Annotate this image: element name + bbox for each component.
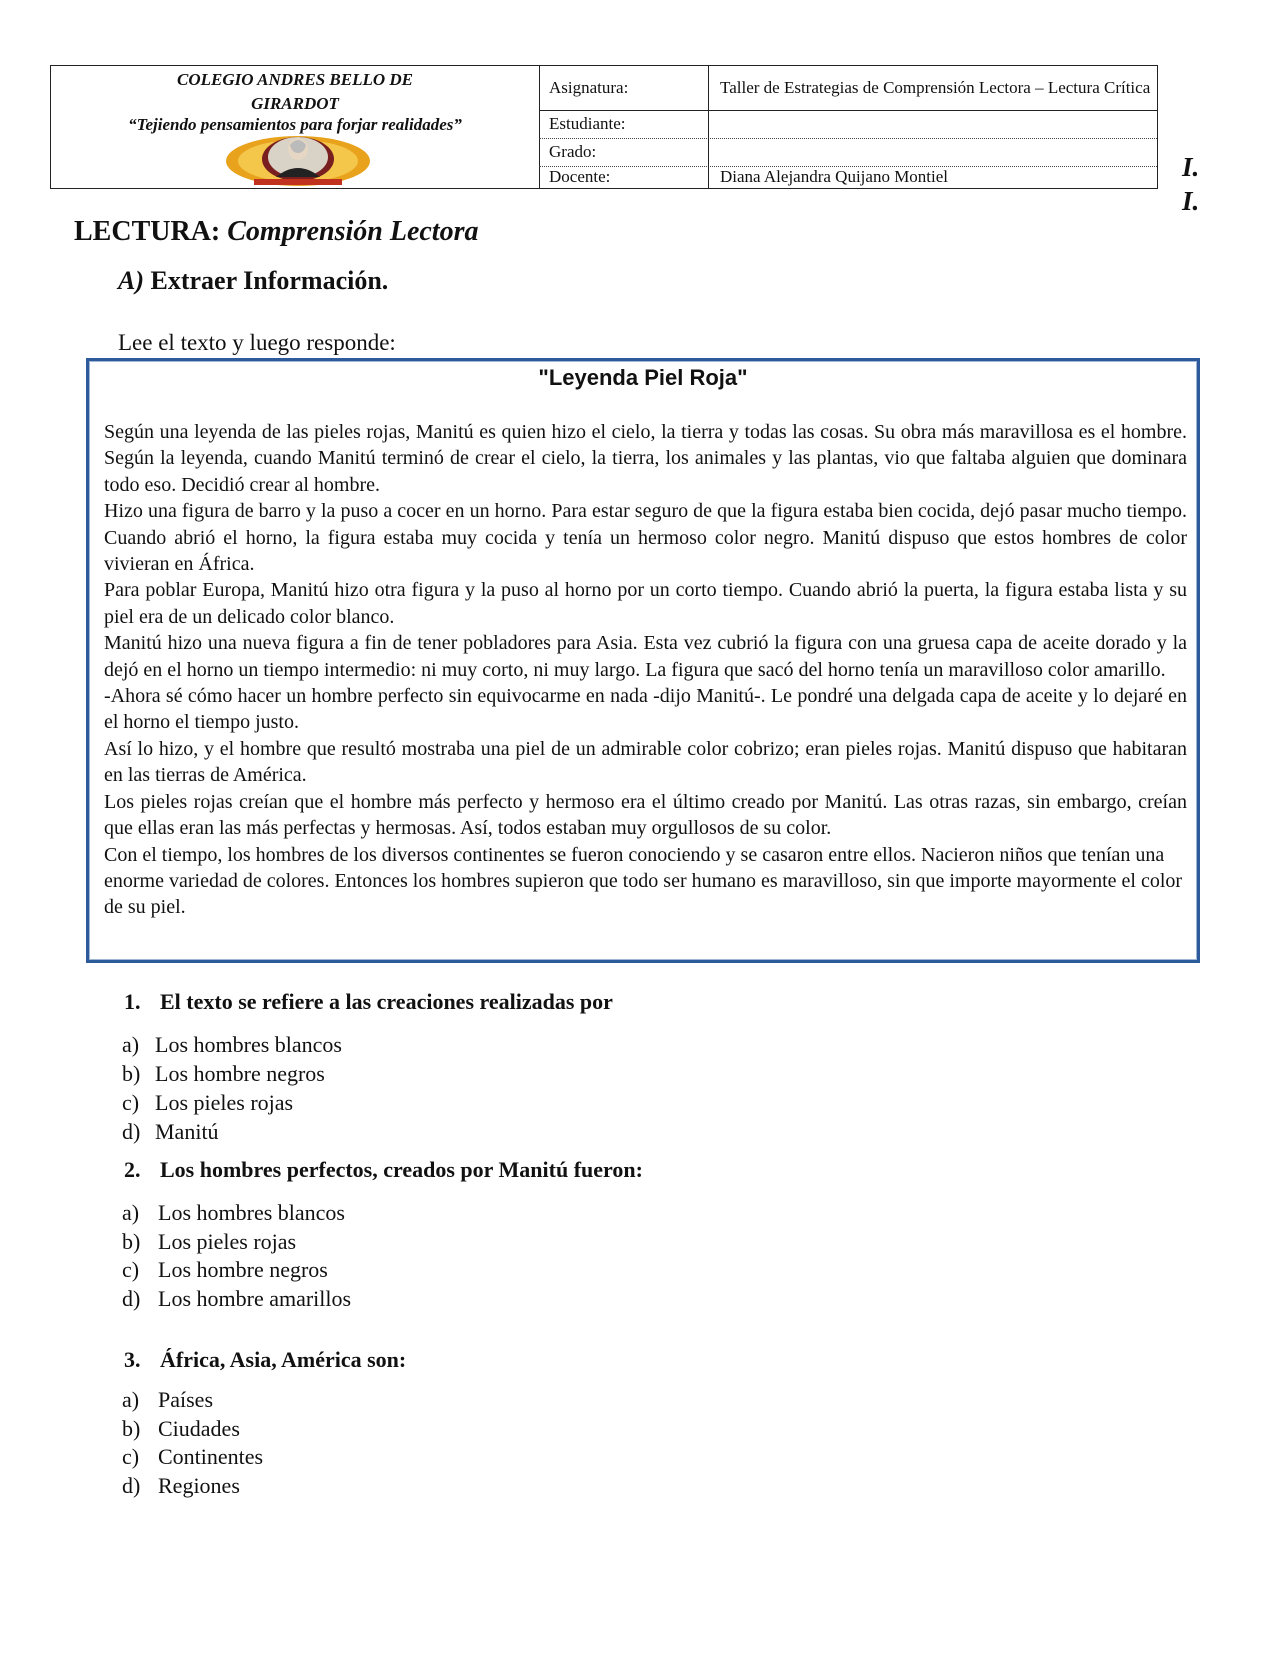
option-letter: d)	[122, 1119, 141, 1144]
reading-paragraph: Manitú hizo una nueva figura a fin de tener pobladores para Asia. Esta vez cubrió la figura con una gruesa capa de aceite dorado y la dejó en el horno un tiempo intermedio: ni muy corto, ni muy largo. La figura que sacó del horno tenía un maravilloso color amarillo.	[104, 632, 1187, 681]
reading-box	[86, 358, 1200, 963]
roman-numeral-1: I.	[1182, 152, 1200, 182]
option-b[interactable]	[122, 1059, 342, 1088]
option-letter: a)	[122, 1200, 140, 1225]
title-italic: Comprensión Lectora	[227, 216, 479, 247]
question-text: Los hombres perfectos, creados por Manitú fueron:	[160, 1157, 643, 1182]
question-1-options	[122, 1030, 342, 1146]
option-c[interactable]	[122, 1256, 351, 1285]
subtitle-text: Extraer Información.	[150, 266, 389, 295]
page-title	[74, 216, 478, 248]
school-name-line2: GIRARDOT	[251, 94, 339, 113]
value-docente: Diana Alejandra Quijano Montiel	[720, 167, 949, 186]
question-3	[124, 1347, 406, 1373]
reading-paragraph: Según una leyenda de las pieles rojas, Manitú es quien hizo el cielo, la tierra y todas las cosas. Su obra más maravillosa es el hombre. Según la leyenda, cuando Manitú terminó de crear el cielo, la tierra, los animales y las plantas, vio que faltaba alguien que dominara todo eso. Decidió crear al hombre.	[104, 421, 1187, 496]
label-asignatura: Asignatura:	[539, 66, 709, 110]
question-text: África, Asia, América son:	[160, 1347, 407, 1372]
question-text: El texto se refiere a las creaciones realizadas por	[160, 989, 613, 1014]
option-letter: d)	[122, 1472, 141, 1498]
option-d[interactable]	[122, 1117, 342, 1146]
option-c[interactable]	[122, 1443, 263, 1472]
reading-paragraph: -Ahora sé cómo hacer un hombre perfecto sin equivocarme en nada -dijo Manitú-. Le pondré una delgada capa de aceite y lo dejaré en el horno el tiempo justo.	[104, 685, 1187, 734]
option-letter: b)	[122, 1228, 141, 1254]
option-a[interactable]	[122, 1386, 263, 1415]
label-estudiante: Estudiante:	[539, 110, 709, 138]
option-text: Manitú	[155, 1119, 219, 1144]
option-text: Ciudades	[158, 1415, 240, 1441]
question-number: 3.	[124, 1347, 141, 1372]
question-1	[124, 989, 613, 1015]
option-b[interactable]	[122, 1228, 351, 1257]
school-name-line1: COLEGIO ANDRES BELLO DE	[177, 70, 413, 89]
reading-paragraph: Con el tiempo, los hombres de los diversos continentes se fueron conociendo y se casaron entre ellos. Nacieron niños que tenían una enorme variedad de colores. Entonces los hombres supieron que todo ser humano es maravilloso, sin que importe mayormente el color de su piel.	[104, 843, 1183, 919]
option-c[interactable]	[122, 1088, 342, 1117]
option-d[interactable]	[122, 1285, 351, 1314]
school-motto: “Tejiendo pensamientos para forjar realidades”	[128, 115, 462, 134]
option-text: Continentes	[158, 1444, 264, 1469]
option-a[interactable]	[122, 1199, 351, 1228]
question-number: 1.	[124, 989, 141, 1014]
reading-title: "Leyenda Piel Roja"	[538, 365, 748, 390]
value-asignatura: Taller de Estrategias de Comprensión Lectora – Lectura Crítica	[720, 78, 1151, 97]
row-docente	[539, 166, 1157, 188]
option-text: Los hombre negros	[158, 1257, 328, 1282]
question-number: 2.	[124, 1157, 141, 1182]
value-grado[interactable]	[709, 138, 1157, 166]
option-letter: a)	[122, 1387, 140, 1412]
option-text: Regiones	[158, 1472, 240, 1498]
option-text: Los hombres blancos	[155, 1032, 342, 1057]
option-text: Países	[158, 1387, 213, 1412]
question-3-options	[122, 1386, 263, 1500]
label-grado: Grado:	[539, 138, 709, 166]
label-docente: Docente:	[539, 166, 709, 188]
instruction-text: Lee el texto y luego responde:	[118, 330, 396, 355]
option-letter: c)	[122, 1090, 140, 1115]
reading-paragraph: Para poblar Europa, Manitú hizo otra figura y la puso al horno por un corto tiempo. Cuando abrió la puerta, la figura estaba lista y su piel era de un delicado color blanco.	[104, 579, 1187, 628]
reading-paragraph: Hizo una figura de barro y la puso a cocer en un horno. Para estar seguro de que la figura estaba bien cocida, dejó pasar mucho tiempo. Cuando abrió el horno, la figura estaba muy cocida y tenía un hermoso color negro. Manitú dispuso que estos hombres de color vivieran en África.	[104, 500, 1187, 576]
option-text: Los hombre negros	[155, 1061, 325, 1086]
option-letter: a)	[122, 1032, 140, 1057]
option-a[interactable]	[122, 1030, 342, 1059]
option-letter: c)	[122, 1444, 140, 1469]
section-subtitle	[118, 266, 388, 296]
option-text: Los pieles rojas	[158, 1228, 297, 1254]
question-2-options	[122, 1199, 351, 1313]
school-logo-icon	[224, 131, 372, 187]
value-estudiante[interactable]	[709, 110, 1157, 138]
subtitle-prefix: A)	[118, 266, 144, 295]
info-cells	[539, 66, 1157, 188]
option-letter: c)	[122, 1257, 140, 1282]
reading-paragraph: Así lo hizo, y el hombre que resultó mostraba una piel de un admirable color cobrizo; eran pieles rojas. Manitú dispuso que habitaran en las tierras de América.	[104, 737, 1187, 787]
title-prefix: LECTURA:	[74, 216, 221, 247]
question-2	[124, 1157, 643, 1183]
option-letter: b)	[122, 1061, 141, 1086]
option-text: Los hombre amarillos	[158, 1285, 352, 1311]
option-d[interactable]	[122, 1472, 263, 1501]
option-text: Los hombres blancos	[158, 1200, 345, 1225]
row-estudiante	[539, 110, 1157, 139]
row-asignatura	[539, 66, 1157, 111]
option-letter: b)	[122, 1415, 141, 1441]
option-letter: d)	[122, 1285, 141, 1311]
school-cell	[51, 66, 540, 188]
header-table	[50, 65, 1158, 189]
row-grado	[539, 138, 1157, 167]
reading-paragraph: Los pieles rojas creían que el hombre más perfecto y hermoso era el último creado por Manitú. Las otras razas, sin embargo, creían que ellas eran las más perfectas y hermosas. Así, todos estaban muy orgullosos de su color.	[104, 790, 1187, 840]
option-b[interactable]	[122, 1415, 263, 1444]
roman-numeral-2: I.	[1182, 186, 1200, 216]
option-text: Los pieles rojas	[155, 1090, 294, 1115]
reading-text	[104, 419, 1187, 921]
